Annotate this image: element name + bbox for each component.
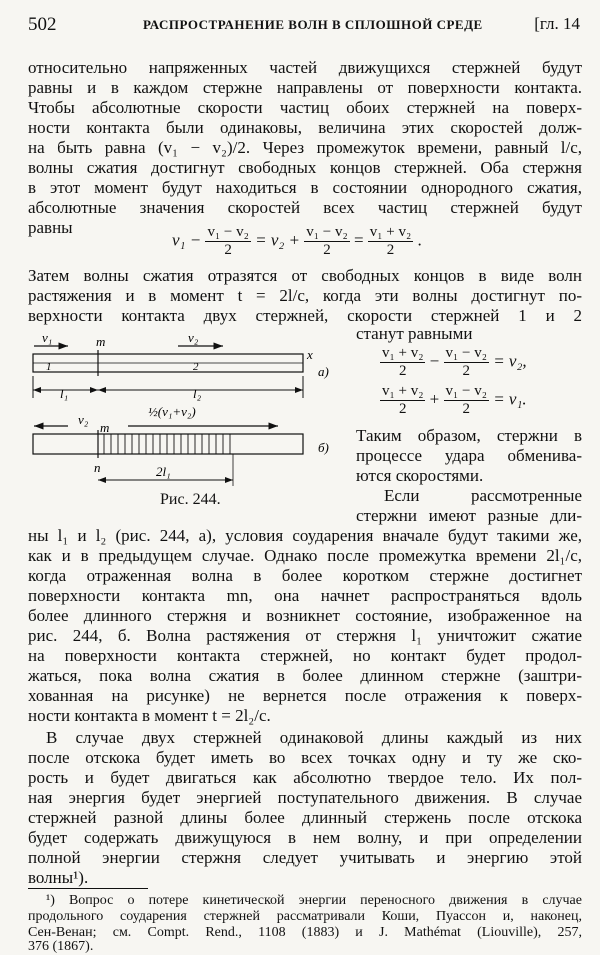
label-m: m (96, 334, 106, 349)
exchange-equation-1 (380, 345, 527, 380)
denominator: 2 (323, 242, 331, 258)
rods-diagram (28, 328, 353, 493)
label-v1: v₁ (42, 330, 53, 345)
text-line: ности контакта были одинаковы, величина этих скоростей долж- (28, 118, 582, 137)
chapter-label: [гл. 14 (534, 14, 580, 33)
numerator: v₁ − v₂ (207, 224, 249, 240)
rod-pair-b (33, 434, 303, 454)
fraction (444, 383, 489, 418)
footnote-line: продольного соударения стержней рассматривали Коши, Пуассон и, наконец, (28, 909, 582, 924)
text-line: абсолютные значения скоростей всех частиц стержней будут (28, 198, 582, 217)
text-line: верхности контакта двух стержней, скорости стержней 1 и 2 (28, 306, 582, 325)
text-line: ности контакта в момент t = 2l₂/c. (28, 706, 271, 725)
denominator: 2 (462, 363, 470, 379)
label-m-b: m (100, 420, 110, 435)
formula-term: = (353, 230, 364, 250)
text-line: растяжения и в момент t = 2l/c, когда эти волны достигнут по- (28, 286, 582, 305)
text-line: рость и будет двигаться как абсолютно твердое тело. Их пол- (28, 768, 582, 787)
page-number: 502 (28, 14, 57, 35)
label-x: x (307, 347, 313, 362)
label-rod-1: 1 (46, 361, 52, 373)
text-line: относительно напряженных частей движущихся стержней будут (28, 58, 582, 77)
numerator: v₁ − v₂ (306, 224, 348, 240)
text-line: Затем волны сжатия отразятся от свободных концов в виде волн (28, 266, 582, 285)
footnote-line: Сен-Венан; см. Compt. Rend., 1108 (1883) и J. Mathémat (Liouville), 257, (28, 925, 582, 940)
footnote-divider (28, 888, 148, 889)
denominator: 2 (462, 401, 470, 417)
text-line: ются скоростями. (356, 466, 484, 485)
numerator: v₁ − v₂ (445, 345, 487, 361)
fraction (380, 383, 425, 418)
velocity-formula (172, 224, 422, 259)
diagram-a (33, 330, 329, 401)
text-line: на поверхности контакта стержней, но контакт будет продол- (28, 646, 582, 665)
numerator: v₁ + v₂ (382, 345, 424, 361)
footnote-line: 376 (1867). (28, 939, 94, 954)
fraction (380, 345, 425, 380)
text-line: Чтобы абсолютные скорости частиц обоих стержней на поверх- (28, 98, 582, 117)
text-line: полной энергии стержня следует учитывать и энергию этой (28, 848, 582, 867)
label-l2: l₂ (193, 386, 202, 401)
text-line: ны l₁ и l₂ (рис. 244, а), условия соударения вначале будут такими же, (28, 526, 582, 545)
label-a: а) (318, 364, 329, 379)
label-rod-2: 2 (193, 361, 199, 373)
text-line: Таким образом, стержни в (356, 426, 582, 445)
text-line: равны (28, 218, 73, 237)
formula-term: = v₂, (493, 351, 527, 371)
text-line: будет содержать движущуюся в нем волну, и при определении (28, 828, 582, 847)
label-v2: v₂ (188, 330, 199, 345)
numerator: v₁ + v₂ (369, 224, 412, 240)
text-line: когда отраженная волна в более коротком стержне достигнет (28, 566, 582, 585)
footnote-line: ¹) Вопрос о потере кинетической энергии переносного движения в случае (46, 893, 582, 908)
text-line: после отскока будет иметь во всех точках одну и ту же ско- (28, 748, 582, 767)
text-line: поверхности контакта mn, она начнет распространяться вдоль (28, 586, 582, 605)
label-half-velocity: ½(v₁+v₂) (148, 404, 196, 419)
label-v2-b: v₂ (78, 412, 89, 427)
denominator: 2 (398, 363, 407, 379)
running-title: РАСПРОСТРАНЕНИЕ ВОЛН В СПЛОШНОЙ СРЕДЕ (143, 17, 483, 32)
denominator: 2 (224, 242, 232, 258)
fraction (205, 224, 250, 259)
text-line: как и в предыдущем случае. Однако после промежутка времени 2l₁/c, (28, 546, 582, 565)
formula-term: = v₂ + (255, 230, 301, 250)
formula-term: . (417, 230, 422, 250)
text-line: стержни имеют разные дли- (356, 506, 582, 525)
label-n: n (94, 460, 101, 475)
text-line: жаться, пока волна сжатия в более длинном стержне (заштри- (28, 666, 582, 685)
exchange-equation-2 (380, 383, 527, 418)
text-line: равны и в каждом стержне направлены от поверхности контакта. (28, 78, 582, 97)
label-2l1: 2l₁ (156, 464, 171, 479)
denominator: 2 (398, 401, 407, 417)
fraction (304, 224, 349, 259)
compression-hatching (104, 434, 230, 454)
text-line: процессе удара обменива- (356, 446, 582, 465)
numerator: v₁ + v₂ (382, 383, 424, 399)
label-l1: l₁ (60, 386, 69, 401)
numerator: v₁ − v₂ (445, 383, 487, 399)
formula-term: + (429, 389, 440, 409)
diagram-b (33, 404, 329, 486)
text-line: на быть равна (v₁ − v₂)/2. Через промежуток времени, равный l/c, (28, 138, 582, 157)
text-line: хованная на рисунке) не вернется после отражения к поверх- (28, 686, 582, 705)
text-line: волны сжатия достигнут свободных концов стержней. Оба стержня (28, 158, 582, 177)
fraction (444, 345, 489, 380)
formula-term: − (429, 351, 440, 371)
text-line: станут равными (356, 324, 473, 343)
text-line: В случае двух стержней одинаковой длины каждый из них (46, 728, 582, 747)
formula-term: = v₁. (493, 389, 527, 409)
text-line: стержней разной длины более длинный стержень после отскока (28, 808, 582, 827)
text-line: рис. 244, б. Волна растяжения от стержня l₁ уничтожит сжатие (28, 626, 582, 645)
text-line: волны¹). (28, 868, 89, 887)
text-line: более длинного стержня и возникнет состояние, изображенное на (28, 606, 582, 625)
text-line: ная энергия будет энергией поступательного движения. В случае (28, 788, 582, 807)
label-b: б) (318, 440, 329, 455)
denominator: 2 (386, 242, 395, 258)
fraction (368, 224, 413, 259)
page-header (28, 14, 580, 40)
formula-term: v₁ − (172, 230, 202, 250)
figure-caption: Рис. 244. (160, 491, 221, 508)
text-line: Если рассмотренные (384, 486, 582, 505)
text-line: в этот момент будут находиться в состоянии однородного сжатия, (28, 178, 582, 197)
